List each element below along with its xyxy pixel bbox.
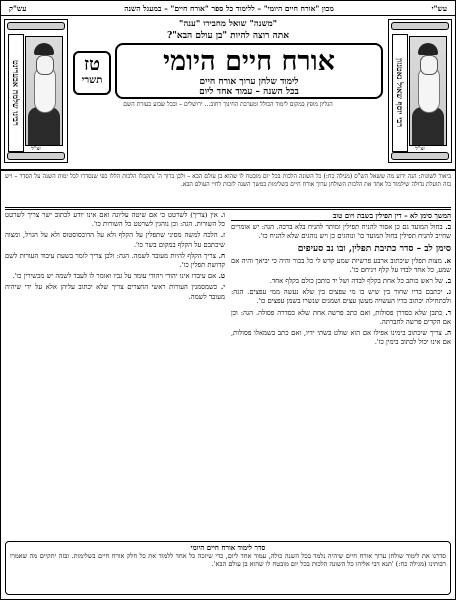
- right-portrait-panel: [388, 19, 452, 163]
- paragraph-text: יכתבם בדיו שחור בין שיש בו מי עפצים בין שלא נעשה ממי עפצים. הגה: ולכתחילה יכתוב כדיו העשויה מעשן עצים ושמנים שנשרו בשמן עפצים כו'.: [231, 288, 451, 306]
- paragraph-text: כתבן שלא כסדרן פסולות, ואם כתב פרשה אחת שלא כסדרה פסולה. הגה: וכן אם הקדים פרשה לחברתה.: [231, 308, 451, 326]
- footer-title: סדר לימוד אורח חיים היומי: [190, 543, 266, 552]
- paragraph-text: אין (צריך) לשרטט כי אם שיטה עליונה ואם אינו יודע לכתוב ישר צריך לשרטט כל השורות. הגה: וכן נוהגין לשרטט כל השורות כו'.: [5, 211, 225, 229]
- left-paragraphs: [5, 211, 225, 302]
- paragraph-number: י.: [217, 283, 226, 292]
- edition-note: הגליון מופץ במקום לימוד הכולל ומערכת החינוך רחוב… ירושלים – ובכל שבוע בעזרת השם: [123, 101, 333, 108]
- scroll-cap-icon: [7, 22, 65, 30]
- right-vertical-label: רבי יוסף שאול נאטנזון: [392, 34, 408, 152]
- title-box: [115, 43, 383, 99]
- top-line-left: עש"ק: [9, 3, 27, 13]
- paragraph-number: ב.: [442, 223, 451, 232]
- paragraph: [231, 223, 451, 241]
- paragraph-number: ט.: [216, 272, 225, 281]
- scroll-cap-icon: [391, 22, 449, 30]
- paragraph: [5, 283, 225, 301]
- footer-box: [5, 541, 451, 595]
- right-column: [231, 211, 451, 541]
- divider: [5, 207, 451, 208]
- paragraph: [231, 257, 451, 275]
- paragraph: [5, 211, 225, 229]
- paragraph-number: ה.: [441, 329, 451, 338]
- paragraph-text: הלכה למשה מסיני שתפלין על הקלף ולא על הדוכסוסטוס ולא על הגויל, ומצוה שיכתבם על הקלף במקום בשר כו'.: [5, 231, 225, 249]
- top-line-center: מכון "אורח חיים היומי" – ללימוד כל ספר "אורח חיים" – במעגל השנה: [124, 3, 334, 13]
- left-portrait-panel: [4, 19, 68, 163]
- top-line-right: עש"י: [431, 3, 447, 13]
- siman-heading: סימן לב – סדר כתיבת תפלין, ובו נב סעיפים: [297, 243, 451, 254]
- paragraph-number: ח.: [216, 251, 225, 260]
- paragraph-text: בחול המועד גם כן אסור להניח תפילין ומותר להניח בלא ברכה. הגה: יש אומרים שחייב להניח תפילין בחול המועד כו' ונוהגים כן ויש נוהגים שלא להניח כו'.: [231, 223, 451, 241]
- paragraph-text: של ראש כותב כל אחת בקלף לבדה ושל יד כותבן כולם בקלף אחד.: [269, 277, 443, 286]
- content-columns: [5, 211, 451, 541]
- footer-text: סדרנו את לימוד שולחן ערוך אורח חיים שיהיה נלמד בכל השנה כולה, עמוד אחד ליום, כדי שיזכה כל אחד ללמוד את כל חלק אורח חיים בשלימות. ובזה יתקיים מה שאמרו רבותינו (מגילה כח:) 'תנא דבי אליהו כל השונה הלכות בכל יום מובטח לו שהוא בן עולם הבא'.: [10, 552, 446, 568]
- header-middle: [73, 17, 383, 167]
- right-column-head: המשך סימן לא – דין תפילין בשבת ויום טוב: [231, 211, 451, 221]
- paragraph-text: צריך הקלף להיות מעובד לשמה. הגה: ולכן צריך לומר בשעת עיבוד העורות לשם קדושת תפלין כו'.: [5, 251, 225, 270]
- title-subtitle-2: בכל השנה – עמוד אחד ליום: [199, 87, 299, 97]
- header: [1, 15, 455, 171]
- paragraph: [5, 272, 225, 281]
- left-vertical-label: רבינו שלמה אבערינט: [8, 34, 24, 152]
- date-number: טז: [84, 54, 100, 75]
- left-caption: זצ"ל: [31, 145, 41, 152]
- paragraph-number: ג.: [442, 288, 451, 297]
- paragraph-text: מצות תפלין שיכתוב ארבע פרשיות שמע קדש לי כל בכור והיה כי יביאך והיה אם שמע, כל אחד לבדו על קלף ויניחם כו'.: [231, 256, 451, 274]
- paragraph: [231, 277, 451, 286]
- paragraph: [5, 231, 225, 249]
- rabbi-portrait-icon: [409, 36, 447, 146]
- paragraph: [231, 309, 451, 327]
- right-caption: זצ"ל: [415, 145, 425, 152]
- paragraph-number: ד.: [442, 308, 451, 317]
- paragraph: [231, 329, 451, 347]
- date-box: [73, 51, 111, 95]
- left-column: [5, 211, 225, 541]
- paragraph-number: ו.: [217, 211, 225, 219]
- rabbi-portrait-icon: [25, 36, 63, 146]
- intro-text: ביאור לשונות: הנה ידוע מה ששאל הש"ס (מגילה כח:) כל השונה הלכות בכל יום מובטח לו שהוא בן עולם הבא – ולכן ברוך ה' נתקבלו הלכות הללו כפי שנסדרו לכל ימות השנה על הסדר – ויש בזה תועלת גדולה שילמוד כל אחד את הלכות השולחן ערוך אורח חיים בשלימות במשך השנה לזכות לחיי העולם הבא.: [5, 173, 451, 210]
- paragraph-number: ב.: [442, 277, 451, 286]
- paragraph-number: ז.: [217, 231, 225, 240]
- scroll-cap-icon: [7, 152, 65, 160]
- paragraph-text: אם עיבדו אינו יהודי ויהודי עומד על גביו ואומר לו לעבד לשמה יש מכשירין כו'.: [12, 272, 217, 281]
- date-month: תשרי: [81, 75, 103, 86]
- paragraph: [231, 288, 451, 306]
- right-paragraphs: [231, 223, 451, 347]
- title-subtitle: לימוד שלחן ערוך אורח חיים: [199, 77, 299, 87]
- header-motto: אתה רוצה להיות "בן עולם הבא"?: [166, 31, 290, 41]
- paragraph-text: צריך שיכתוב בימינו אפילו אם הוא שולט בשתי ידיו, ואם כתב בשמאלו פסולות, אם אינו יכול לכתוב בימין כו'.: [231, 329, 451, 347]
- page-title: אורח חיים היומי: [163, 46, 335, 77]
- paragraph-number: א.: [441, 256, 451, 265]
- scroll-cap-icon: [391, 152, 449, 160]
- paragraph-text: כשמסמנין העורות ראשי החצרים צריך שלא יכתוב עליהן אלא על ידי שיהיה מעובד לשמה.: [5, 283, 225, 301]
- top-line: [1, 1, 455, 16]
- header-quote: "משנה" שואל מחבירו "ענה": [178, 19, 278, 29]
- paragraph: [5, 252, 225, 270]
